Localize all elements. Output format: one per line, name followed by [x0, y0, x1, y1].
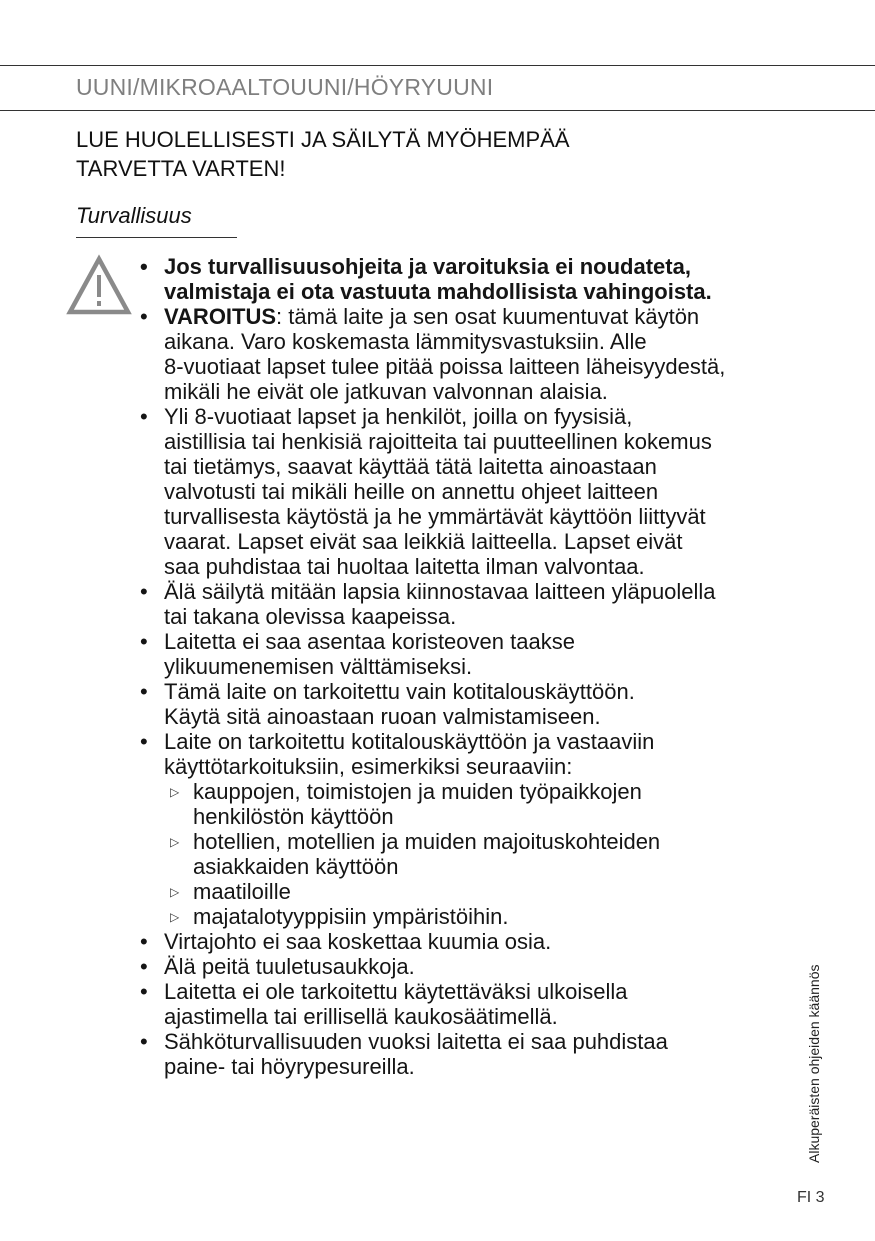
bullet-steam-cleaner	[137, 1029, 817, 1079]
text-line: Käytä sitä ainoastaan ruoan valmistamiseen.	[164, 704, 601, 729]
safety-instructions	[137, 254, 817, 1079]
text-line: • Yli 8-vuotiaat lapset ja henkilöt, joilla on fyysisiä,	[164, 404, 633, 429]
text-line: mikäli he eivät ole jatkuvan valvonnan alaisia.	[164, 379, 608, 404]
text-line: kauppojen, toimistojen ja muiden työpaikkojen	[193, 779, 642, 804]
text-line: valmistaja ei ota vastuuta mahdollisista vahingoista.	[164, 279, 712, 304]
main-heading-line-2: TARVETTA VARTEN!	[76, 156, 286, 181]
text-line: vaarat. Lapset eivät saa leikkiä laitteella. Lapset eivät	[164, 529, 683, 554]
text-line: • Laite on tarkoitettu kotitalouskäyttöön ja vastaaviin	[164, 729, 655, 754]
text-line: • Laitetta ei saa asentaa koristeoven taakse	[164, 629, 575, 654]
bullet-household-use	[137, 679, 817, 729]
text-line: aikana. Varo koskemasta lämmitysvastuksiin. Alle	[164, 329, 647, 354]
text-line: maatiloille	[193, 879, 291, 904]
text-line: ylikuumenemisen välttämiseksi.	[164, 654, 473, 679]
intended-use-sublist	[164, 779, 817, 929]
text-line	[164, 304, 817, 329]
text-line: tai takana olevissa kaapeissa.	[164, 604, 457, 629]
text-line: käyttötarkoituksiin, esimerkiksi seuraaviin:	[164, 754, 573, 779]
text-line: valvotusti tai mikäli heille on annettu ohjeet laitteen	[164, 479, 659, 504]
bullet-intended-use	[137, 729, 817, 929]
bullet-children-supervision	[137, 404, 817, 579]
text-line: turvallisesta käytöstä ja he ymmärtävät käyttöön liittyvät	[164, 504, 706, 529]
text-line: • Älä peitä tuuletusaukkoja.	[164, 954, 415, 979]
text-line: • Jos turvallisuusohjeita ja varoituksia ei noudateta,	[164, 254, 691, 279]
warning-lead-text: : tämä laite ja sen osat kuumentuvat käytön	[276, 304, 700, 329]
text-line: • Tämä laite on tarkoitettu vain kotitalouskäyttöön.	[164, 679, 635, 704]
bullet-ventilation	[137, 954, 817, 979]
main-heading-line-1: LUE HUOLELLISESTI JA SÄILYTÄ MYÖHEMPÄÄ	[76, 127, 570, 152]
text-line: hotellien, motellien ja muiden majoituskohteiden	[193, 829, 661, 854]
text-line: • Laitetta ei ole tarkoitettu käytettäväksi ulkoisella	[164, 979, 628, 1004]
sub-list-item	[164, 829, 817, 879]
header-divider	[0, 110, 875, 111]
bullet-liability	[137, 254, 817, 304]
text-line: • Sähköturvallisuuden vuoksi laitetta ei saa puhdistaa	[164, 1029, 668, 1054]
text-line: majatalotyyppisiin ympäristöihin.	[193, 904, 509, 929]
text-line: henkilöstön käyttöön	[193, 804, 394, 829]
triangle-bullet-icon: ▷	[170, 835, 180, 849]
text-line: • Virtajohto ei saa koskettaa kuumia osia.	[164, 929, 552, 954]
triangle-bullet-icon: ▷	[170, 785, 180, 799]
text-line: saa puhdistaa tai huoltaa laitetta ilman valvontaa.	[164, 554, 645, 579]
text-line: tai tietämys, saavat käyttää tätä laitetta ainoastaan	[164, 454, 657, 479]
text-line: • Älä säilytä mitään lapsia kiinnostavaa laitteen yläpuolella	[164, 579, 716, 604]
bullet-external-timer	[137, 979, 817, 1029]
sub-list-item	[164, 879, 817, 904]
section-title-underline	[76, 237, 237, 238]
main-heading	[76, 125, 716, 183]
document-header-title: UUNI/MIKROAALTOUUNI/HÖYRYUUNI	[76, 74, 494, 100]
bullet-warning	[137, 304, 817, 404]
warning-triangle-icon	[66, 254, 132, 316]
text-line: ajastimella tai erillisellä kaukosäätimellä.	[164, 1004, 558, 1029]
triangle-bullet-icon: ▷	[170, 910, 180, 924]
triangle-bullet-icon: ▷	[170, 885, 180, 899]
page-number: FI 3	[797, 1189, 825, 1206]
safety-bullet-list	[137, 254, 817, 1079]
sub-list-item	[164, 904, 817, 929]
text-line: 8-vuotiaat lapset tulee pitää poissa laitteen läheisyydestä,	[164, 354, 726, 379]
text-line: aistillisia tai henkisiä rajoitteita tai puutteellinen kokemus	[164, 429, 712, 454]
top-divider	[0, 65, 875, 66]
warning-label: VAROITUS	[164, 304, 277, 329]
translation-note: Alkuperäisten ohjeiden käännös	[806, 964, 822, 1163]
bullet-power-cord	[137, 929, 817, 954]
bullet-installation	[137, 629, 817, 679]
text-line: asiakkaiden käyttöön	[193, 854, 399, 879]
text-line: paine- tai höyrypesureilla.	[164, 1054, 415, 1079]
section-title: Turvallisuus	[76, 203, 192, 228]
sub-list-item	[164, 779, 817, 829]
bullet-storage	[137, 579, 817, 629]
